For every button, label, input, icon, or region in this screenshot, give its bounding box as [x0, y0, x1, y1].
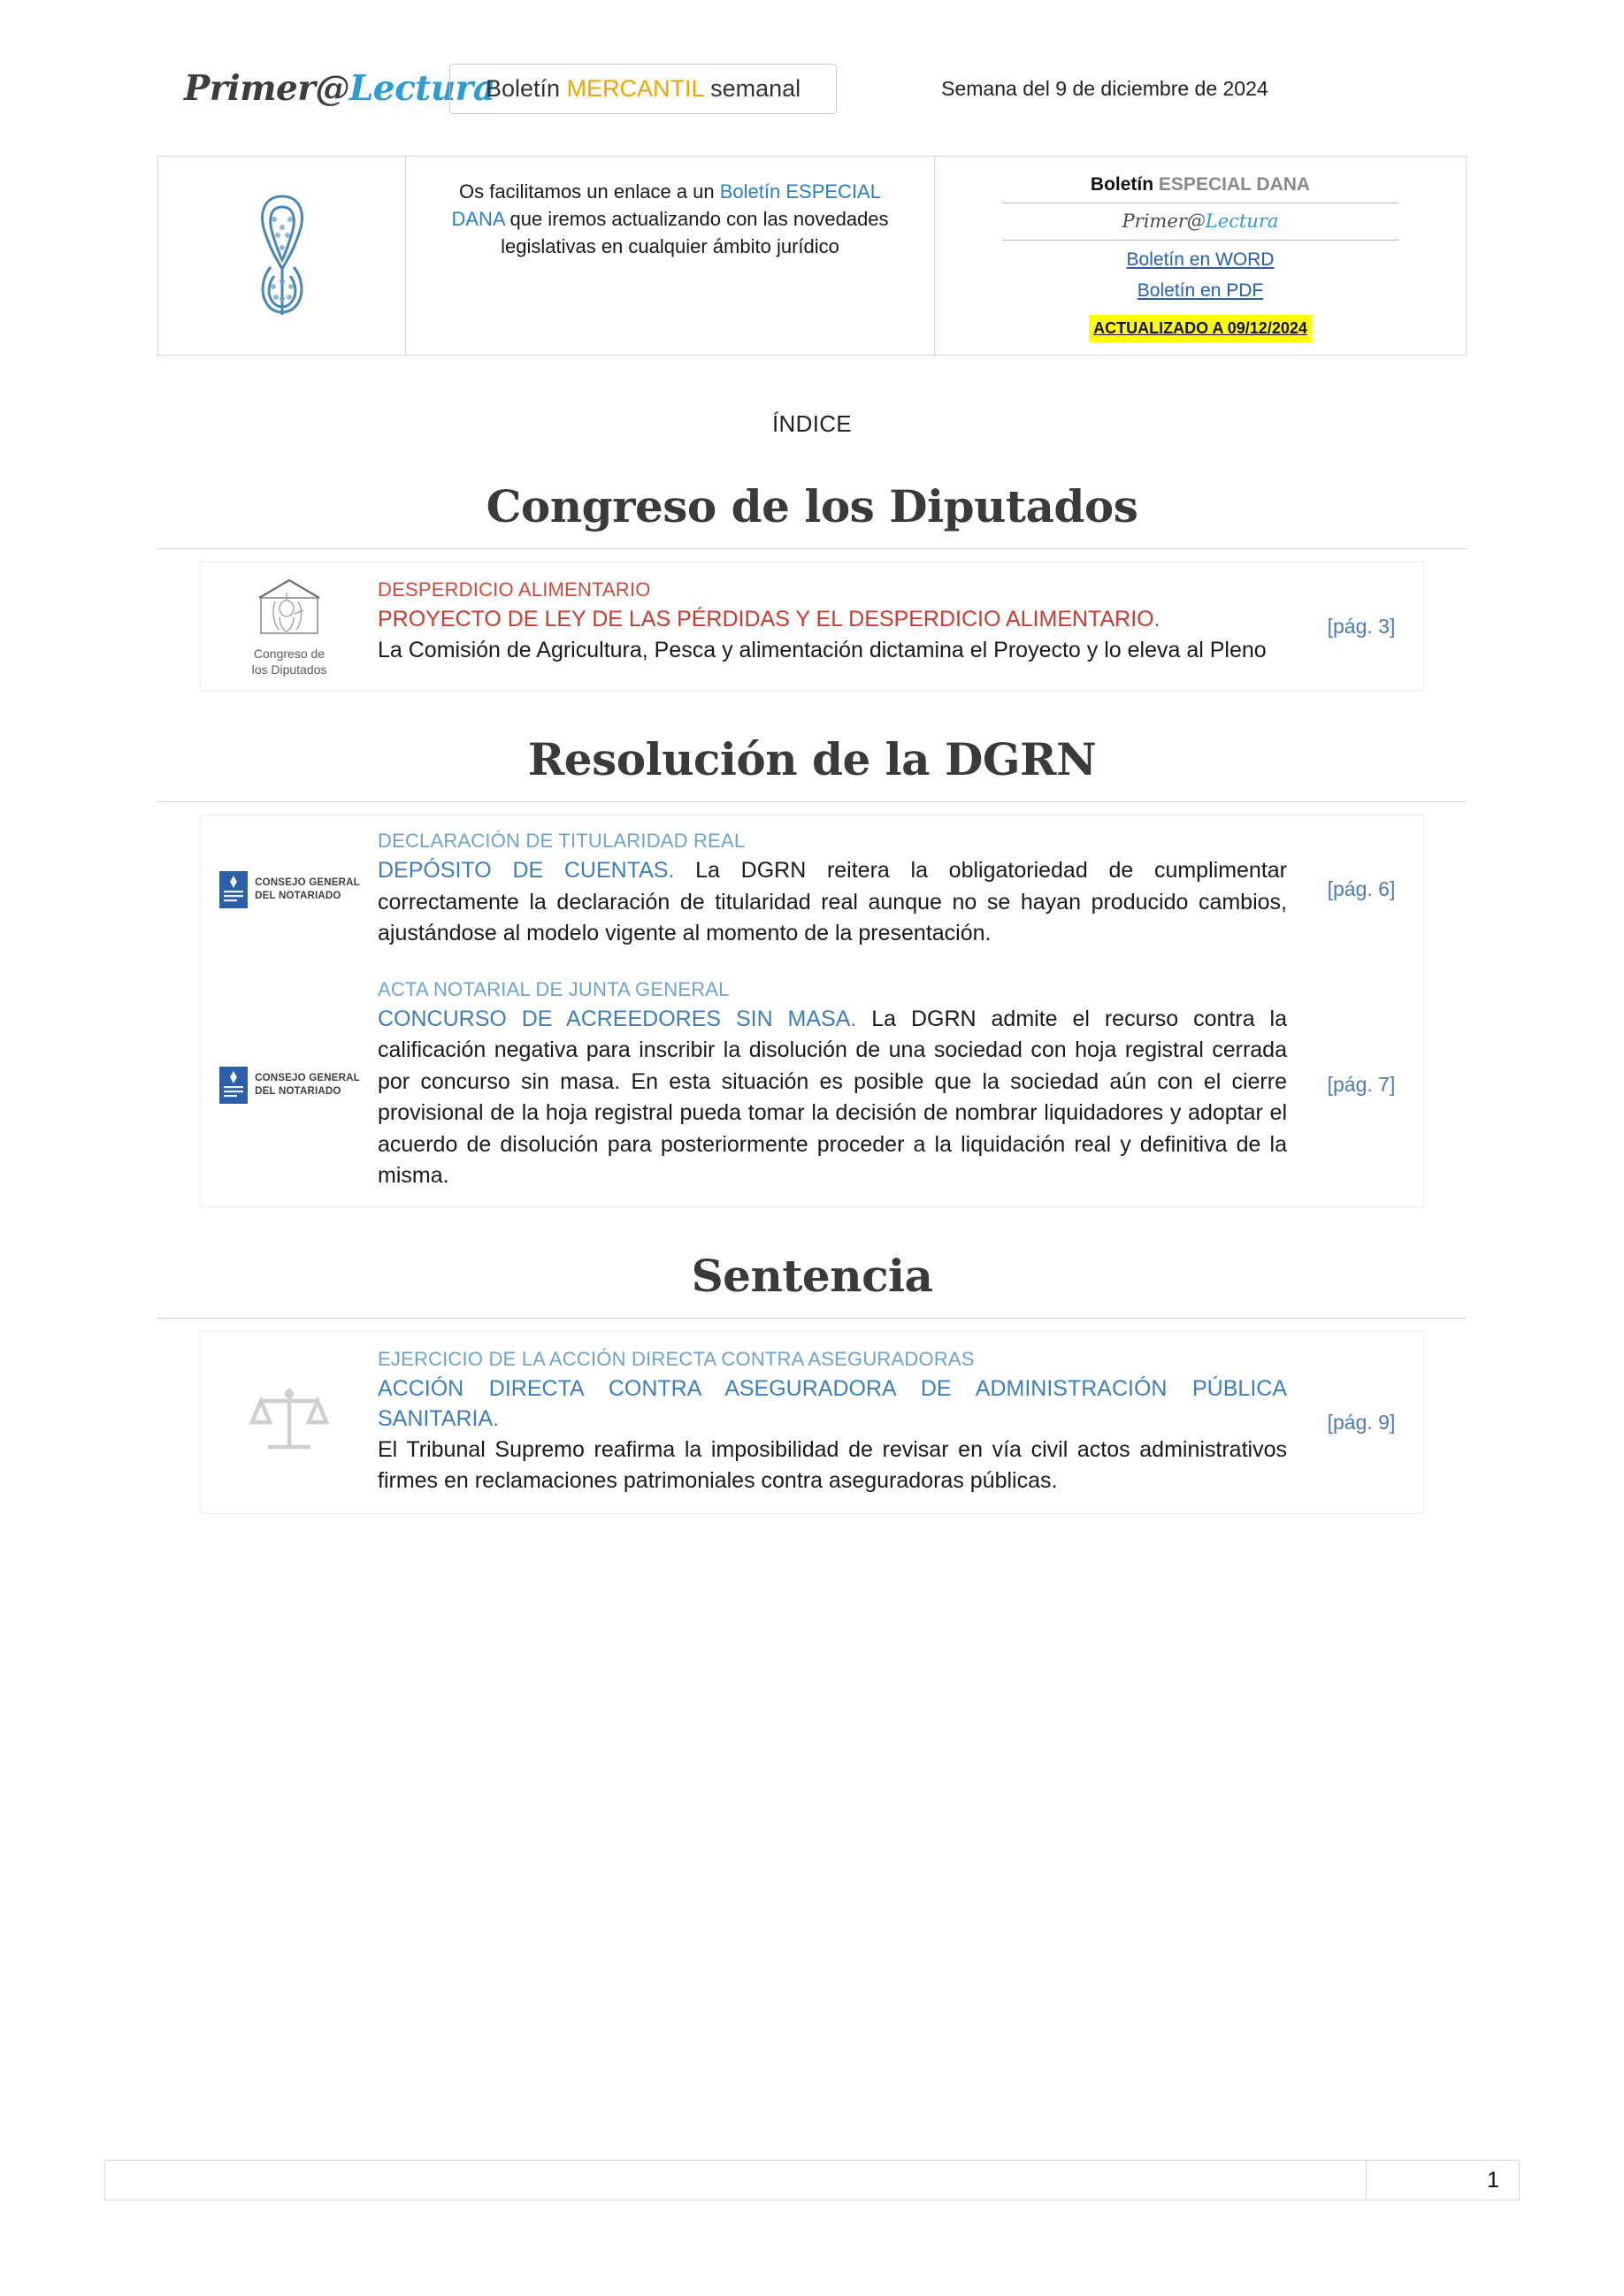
bulletin-title-suffix: semanal [703, 74, 801, 102]
bulletin-title-box [449, 64, 837, 114]
section-title-dgrn: Resolución de la DGRN [527, 733, 1097, 785]
index-label: ÍNDICE [772, 410, 852, 437]
footer-left-cell [105, 2161, 1367, 2200]
link-boletin-word[interactable]: Boletín en WORD [1126, 249, 1275, 270]
entry-body-text [378, 855, 1287, 950]
entry-sentencia[interactable] [200, 1331, 1424, 1514]
entry-body-rest: La DGRN admite el recurso contra la calificación negativa para inscribir la disolución de una sociedad con hoja registral cerrada por concurso sin masa. En esta situación es posible que la sociedad aún con el cierre provisional de la hoja registral pueda tomar la decisión de nombrar liquidadores y adoptar el acuerdo de disolución para posteriormente proceder a la liquidación real y definitiva de la misma. [378, 1006, 1287, 1188]
entry-body-text: La Comisión de Agricultura, Pesca y alimentación dictamina el Proyecto y lo eleva al Pleno [378, 637, 1267, 662]
entry-kicker: DECLARACIÓN DE TITULARIDAD REAL [378, 830, 746, 852]
bulletin-title-prefix: Boletín [486, 74, 567, 102]
awareness-ribbon-icon [244, 189, 320, 322]
entry-headline: CONCURSO DE ACREEDORES SIN MASA. [378, 1006, 857, 1031]
notariado-line1: CONSEJO GENERAL [255, 876, 360, 888]
entry-kicker: DESPERDICIO ALIMENTARIO [378, 578, 651, 601]
section-title-congreso: Congreso de los Diputados [486, 480, 1138, 532]
dana-box-brand: Primer@Lectura [1002, 208, 1398, 241]
dana-updated-badge: ACTUALIZADO A 09/12/2024 [1089, 315, 1312, 342]
notariado-logo-caption [255, 876, 360, 903]
bulletin-title-accent: MERCANTIL [566, 74, 704, 102]
congreso-logo-line1: Congreso de [253, 647, 326, 661]
section-title-sentencia: Sentencia [691, 1249, 933, 1302]
entry-body [378, 964, 1299, 1206]
notariado-line2: DEL NOTARIADO [255, 1085, 341, 1097]
entry-kicker: EJERCICIO DE LA ACCIÓN DIRECTA CONTRA ASEGURADORAS [378, 1347, 975, 1370]
entry-page-link[interactable]: [pág. 9] [1327, 1410, 1396, 1434]
dana-links-cell [935, 157, 1466, 355]
entry-headline: DEPÓSITO DE CUENTAS. [378, 858, 675, 883]
dana-box-brand-lectura: Lectura [1205, 210, 1279, 232]
dana-text-part1: Os facilitamos un enlace a un [459, 180, 720, 203]
congreso-logo-line2: los Diputados [251, 662, 327, 677]
congreso-diputados-logo [249, 575, 330, 647]
brand-logo [104, 68, 495, 109]
brand-logo-lectura: Lectura [349, 68, 495, 109]
entry-body [378, 1332, 1299, 1513]
dana-banner [157, 156, 1467, 356]
section-rule [157, 801, 1467, 802]
consejo-general-notariado-logo [218, 1066, 360, 1105]
entry-kicker: ACTA NOTARIAL DE JUNTA GENERAL [378, 977, 730, 1000]
entry-icon-cell [201, 1332, 378, 1513]
entry-icon-cell [201, 964, 378, 1206]
entry-congreso[interactable] [200, 562, 1424, 691]
entry-body-rest: La DGRN reitera la obligatoriedad de cumplimentar correctamente la declaración de titularidad real aunque no se hayan producido cambios, ajustándose al modelo vigente al momento de la presentación. [378, 858, 1288, 945]
dana-ribbon-cell [158, 157, 406, 355]
entry-body-text: El Tribunal Supremo reafirma la imposibilidad de revisar en vía civil actos administrativos firmes en reclamaciones patrimoniales contra aseguradoras públicas. [378, 1436, 1287, 1493]
dana-text-highlight: Boletín ESPECIAL DANA [451, 180, 881, 231]
section-rule [157, 548, 1467, 549]
entry-body [378, 815, 1299, 964]
notariado-line1: CONSEJO GENERAL [255, 1072, 360, 1083]
entry-dgrn-group [200, 815, 1424, 1207]
congreso-logo-caption [252, 647, 327, 677]
entry-dgrn-concurso[interactable] [201, 964, 1423, 1206]
scales-of-justice-icon [247, 1381, 332, 1464]
footer [104, 2160, 1520, 2200]
dana-box-title-gray: ESPECIAL DANA [1158, 174, 1311, 195]
footer-page-number: 1 [1487, 2167, 1499, 2193]
masthead [104, 48, 1520, 129]
entry-dgrn-deposito[interactable] [201, 815, 1423, 964]
entry-page-link[interactable]: [pág. 7] [1327, 1073, 1396, 1096]
entry-page-link[interactable]: [pág. 3] [1327, 614, 1396, 638]
entry-body [378, 563, 1299, 690]
dana-description [406, 157, 935, 355]
dana-text-part2: que iremos actualizando con las novedades legislativas en cualquier ámbito jurídico [501, 208, 889, 258]
dana-box-title: Boletín ESPECIAL DANA [1002, 171, 1398, 203]
entry-headline: PROYECTO DE LEY DE LAS PÉRDIDAS Y EL DESPERDICIO ALIMENTARIO. [378, 607, 1161, 631]
entry-icon-cell [201, 815, 378, 964]
entry-page-link[interactable]: [pág. 6] [1327, 877, 1396, 901]
week-label: Semana del 9 de diciembre de 2024 [941, 76, 1268, 100]
entry-body-text [378, 1004, 1287, 1192]
entry-headline: ACCIÓN DIRECTA CONTRA ASEGURADORA DE ADMINISTRACIÓN PÚBLICA SANITARIA. [378, 1375, 1287, 1431]
consejo-general-notariado-logo [218, 870, 360, 909]
notariado-line2: DEL NOTARIADO [255, 890, 341, 901]
entry-icon-cell [201, 563, 378, 690]
link-boletin-pdf[interactable]: Boletín en PDF [1137, 279, 1264, 301]
section-rule [157, 1318, 1467, 1319]
notariado-logo-caption [255, 1072, 360, 1098]
brand-logo-primer: Primer@ [184, 68, 349, 109]
